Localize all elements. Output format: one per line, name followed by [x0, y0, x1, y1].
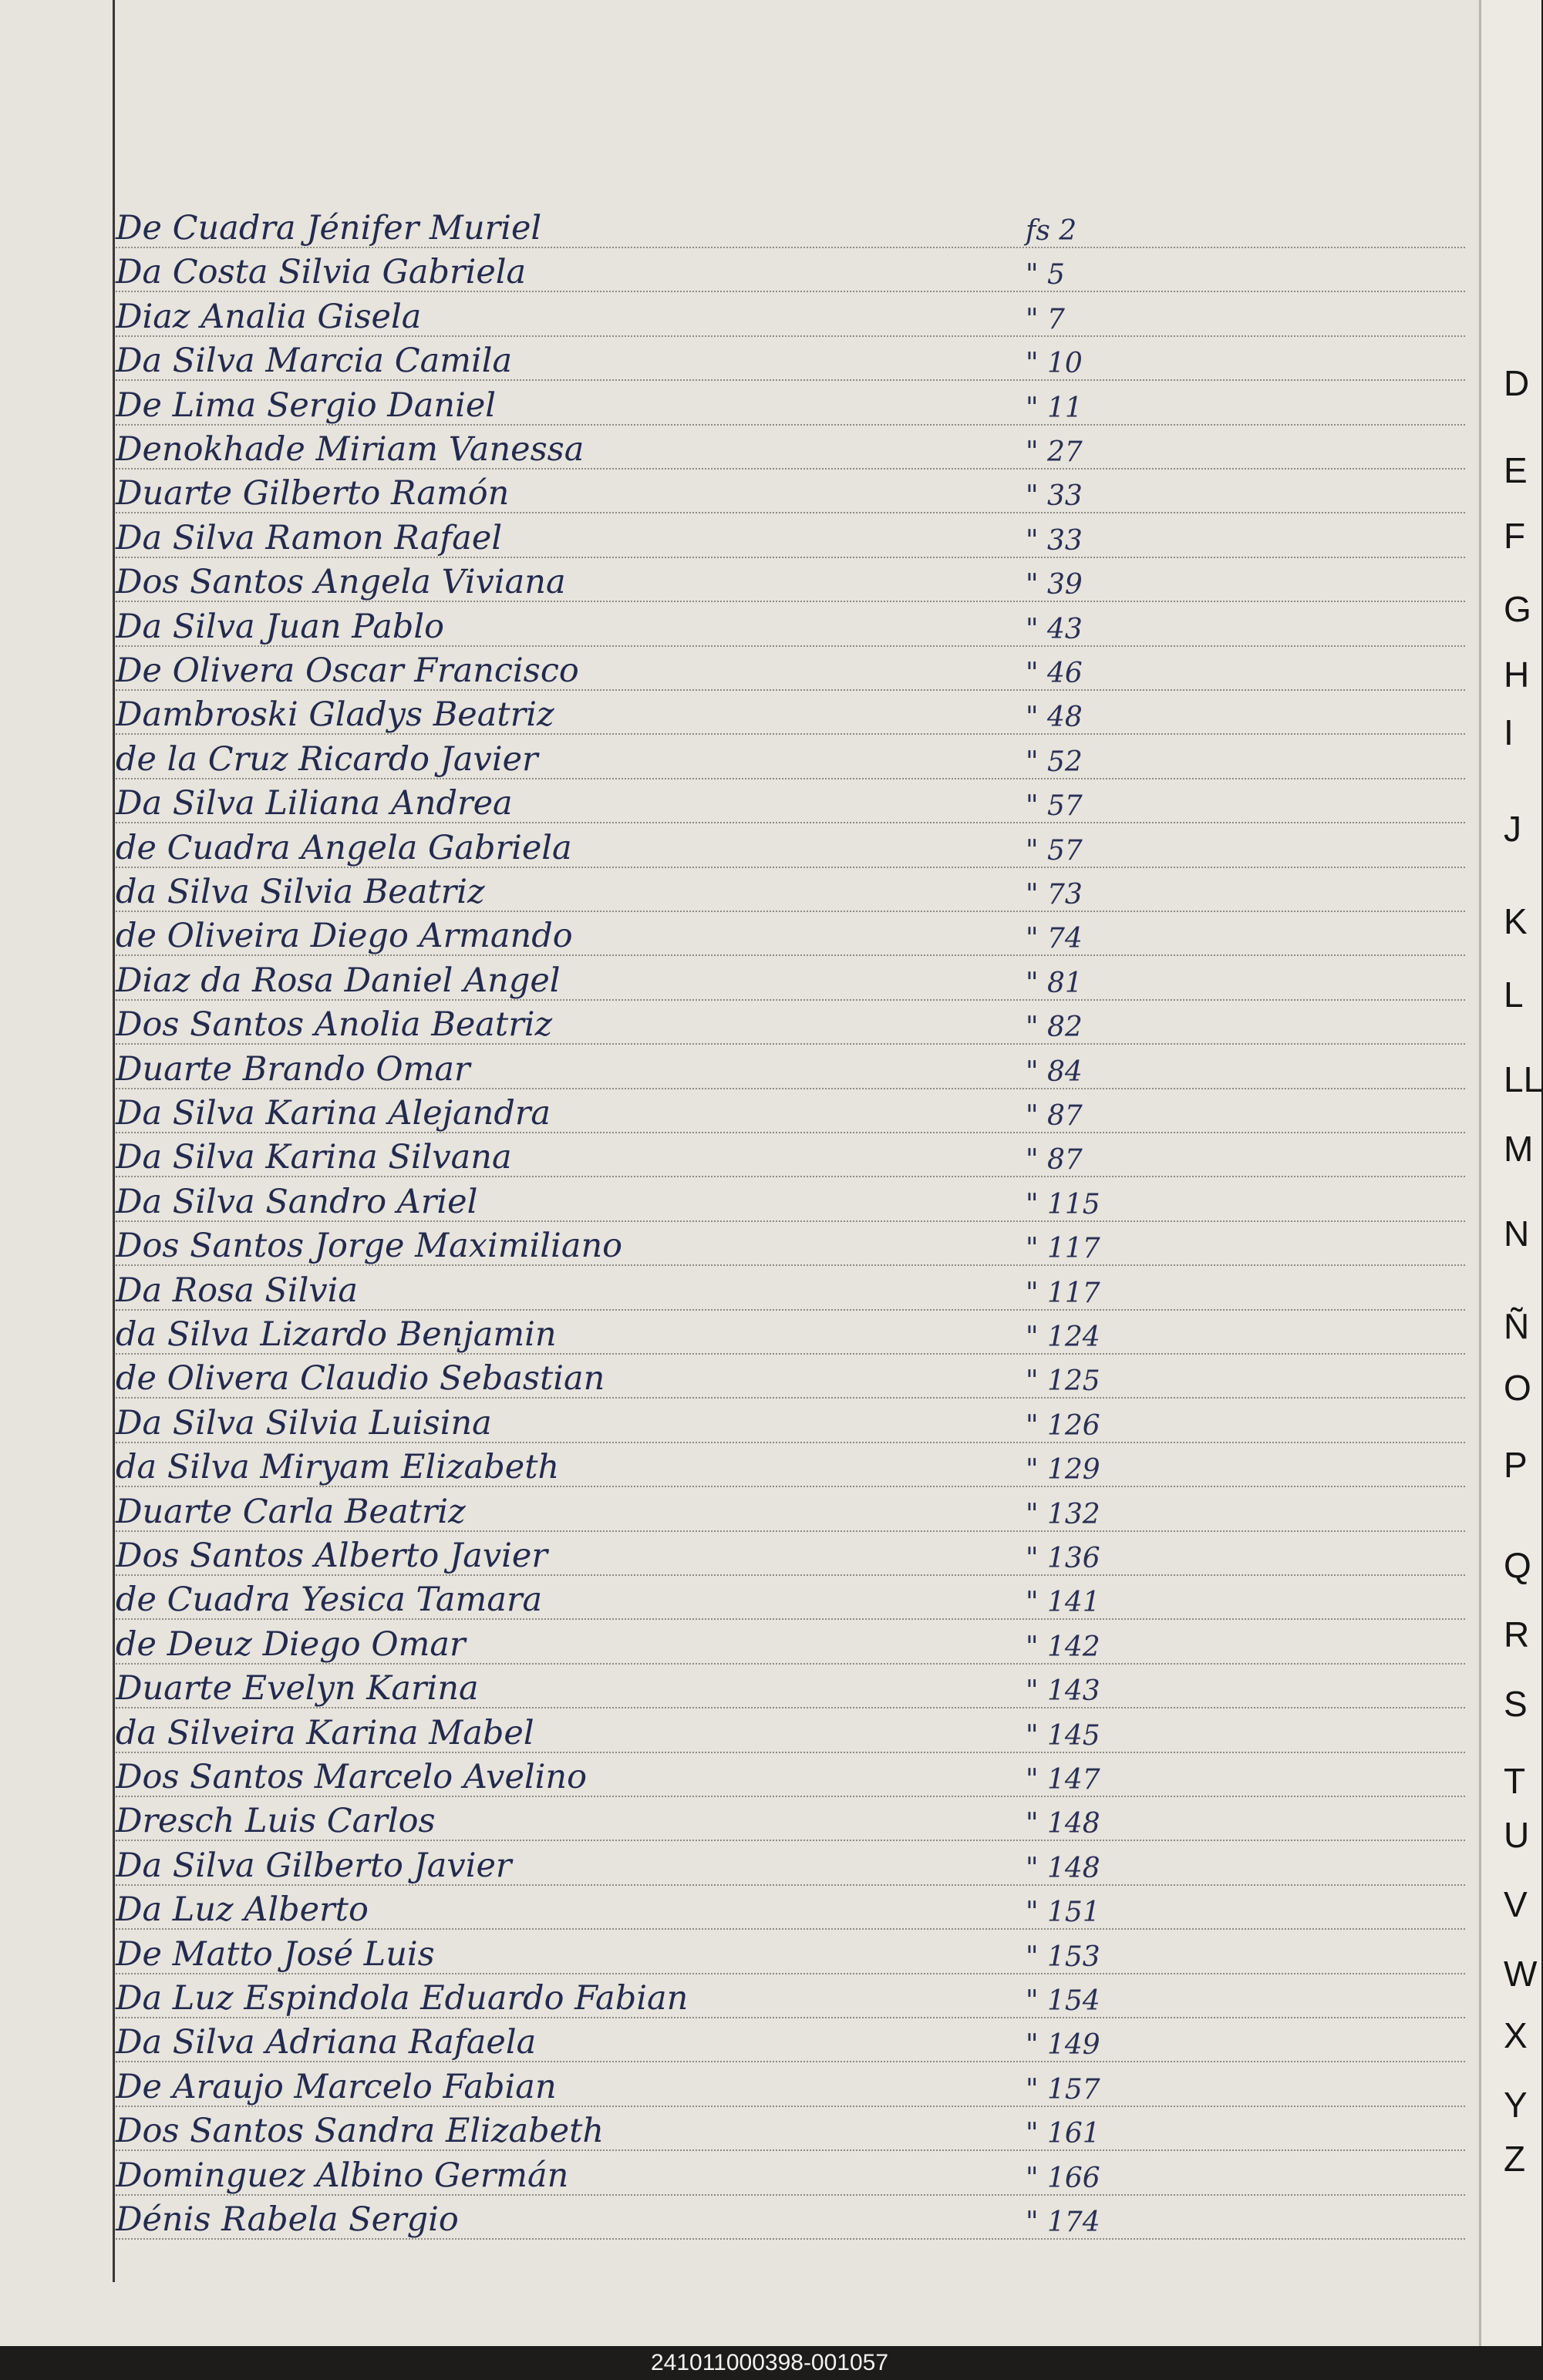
entry-folio: fs 2	[1026, 215, 1077, 247]
entry-name: De Cuadra Jénifer Muriel	[116, 209, 542, 247]
entry-name: Da Silva Juan Pablo	[116, 608, 445, 646]
index-tab-letter[interactable]: Ñ	[1504, 1306, 1530, 1346]
entry-folio: " 157	[1026, 2074, 1100, 2106]
entry-name: Dos Santos Jorge Maximiliano	[116, 1227, 623, 1265]
entry-name: De Araujo Marcelo Fabian	[116, 2068, 557, 2106]
index-tab-letter[interactable]: W	[1504, 1954, 1538, 1994]
entry-name: da Silva Lizardo Benjamin	[116, 1315, 557, 1354]
entry-folio: " 11	[1026, 392, 1083, 424]
index-tab-letter[interactable]: V	[1504, 1884, 1528, 1924]
entry-folio: " 10	[1026, 348, 1083, 379]
entry-name: Denokhade Miriam Vanessa	[116, 430, 585, 469]
entry-folio: " 7	[1026, 304, 1065, 335]
entry-folio: " 57	[1026, 790, 1083, 822]
entry-name: Da Silva Liliana Andrea	[116, 784, 513, 823]
entry-name: Da Luz Espindola Eduardo Fabian	[116, 1979, 689, 2018]
index-tab-letter[interactable]: Z	[1504, 2139, 1526, 2179]
entry-folio: " 117	[1026, 1278, 1100, 1309]
entry-name: Da Silva Gilberto Javier	[116, 1846, 512, 1885]
index-tab-letter[interactable]: M	[1504, 1129, 1534, 1169]
entry-name: Da Silva Marcia Camila	[116, 342, 513, 380]
entry-name: Dos Santos Sandra Elizabeth	[116, 2112, 605, 2150]
entry-folio: " 73	[1026, 879, 1083, 911]
entry-folio: " 132	[1026, 1499, 1100, 1530]
entry-name: Da Silva Ramon Rafael	[116, 519, 503, 557]
entry-name: Dénis Rabela Sergio	[116, 2200, 459, 2239]
entry-folio: " 174	[1026, 2207, 1100, 2238]
entry-name: Da Silva Silvia Luisina	[116, 1404, 492, 1442]
entry-folio: " 143	[1026, 1675, 1100, 1707]
entry-name: Duarte Brando Omar	[116, 1050, 470, 1089]
entry-folio: " 151	[1026, 1897, 1100, 1928]
entry-name: Da Silva Adriana Rafaela	[116, 2023, 537, 2062]
entry-name: Duarte Gilberto Ramón	[116, 474, 510, 513]
entry-name: Da Rosa Silvia	[116, 1271, 359, 1310]
entry-name: Dresch Luis Carlos	[116, 1802, 436, 1840]
entry-folio: " 124	[1026, 1321, 1100, 1353]
index-tab-letter[interactable]: H	[1504, 655, 1530, 695]
entry-folio: " 125	[1026, 1365, 1100, 1397]
entry-name: Dominguez Albino Germán	[116, 2156, 569, 2195]
entry-name: Dambroski Gladys Beatriz	[116, 695, 554, 734]
entry-folio: " 142	[1026, 1631, 1100, 1663]
margin-rule	[113, 0, 115, 2282]
entry-folio: " 136	[1026, 1543, 1100, 1574]
index-tab-letter[interactable]: U	[1504, 1815, 1530, 1855]
index-tab-letter[interactable]: N	[1504, 1214, 1530, 1254]
entry-folio: " 87	[1026, 1144, 1083, 1176]
entry-folio: " 117	[1026, 1233, 1100, 1264]
entry-name: da Silva Miryam Elizabeth	[116, 1448, 560, 1486]
entry-folio: " 5	[1026, 259, 1065, 291]
entry-name: De Lima Sergio Daniel	[116, 386, 497, 425]
entry-name: Da Silva Sandro Ariel	[116, 1183, 478, 1221]
entry-folio: " 46	[1026, 658, 1083, 689]
index-tab-letter[interactable]: L	[1504, 975, 1524, 1015]
entry-name: Diaz Analia Gisela	[116, 298, 422, 336]
entry-name: De Matto José Luis	[116, 1935, 435, 1974]
entry-folio: " 147	[1026, 1764, 1100, 1796]
entry-name: da Silveira Karina Mabel	[116, 1714, 534, 1752]
entry-folio: " 145	[1026, 1720, 1100, 1752]
entry-name: Dos Santos Alberto Javier	[116, 1537, 547, 1575]
index-tab-letter[interactable]: E	[1504, 450, 1528, 490]
entry-folio: " 81	[1026, 968, 1083, 999]
index-tab-letter[interactable]: Q	[1504, 1545, 1531, 1585]
entry-name: De Olivera Oscar Francisco	[116, 651, 579, 690]
index-tab-letter[interactable]: X	[1504, 2015, 1528, 2055]
entry-folio: " 126	[1026, 1410, 1100, 1442]
entry-folio: " 84	[1026, 1056, 1083, 1088]
entry-folio: " 57	[1026, 835, 1083, 867]
entry-folio: " 161	[1026, 2118, 1100, 2149]
index-tab-letter[interactable]: LL	[1504, 1059, 1543, 1099]
index-tab-letter[interactable]: S	[1504, 1684, 1528, 1724]
entry-folio: " 153	[1026, 1941, 1100, 1973]
entry-name: da Silva Silvia Beatriz	[116, 873, 485, 911]
entry-name: Duarte Carla Beatriz	[116, 1493, 466, 1531]
entry-folio: " 48	[1026, 702, 1083, 733]
entry-name: Duarte Evelyn Karina	[116, 1669, 479, 1708]
index-tab-letter[interactable]: R	[1504, 1614, 1530, 1655]
entry-name: de Deuz Diego Omar	[116, 1625, 466, 1664]
entry-name: Da Silva Karina Silvana	[116, 1138, 512, 1177]
entry-folio: " 115	[1026, 1189, 1100, 1220]
index-tab-letter[interactable]: K	[1504, 901, 1528, 941]
entry-name: de Olivera Claudio Sebastian	[116, 1359, 605, 1398]
entry-name: de Cuadra Angela Gabriela	[116, 829, 572, 867]
entry-folio: " 148	[1026, 1808, 1100, 1840]
entry-folio: " 148	[1026, 1853, 1100, 1884]
entry-folio: " 27	[1026, 436, 1083, 468]
entry-name: Dos Santos Angela Viviana	[116, 563, 566, 601]
index-tab-letter[interactable]: O	[1504, 1368, 1531, 1408]
entry-folio: " 43	[1026, 614, 1083, 645]
entry-folio: " 33	[1026, 480, 1083, 512]
index-tab-letter[interactable]: J	[1504, 809, 1521, 849]
entry-name: de la Cruz Ricardo Javier	[116, 740, 538, 779]
entry-folio: " 82	[1026, 1012, 1083, 1043]
index-tab-letter[interactable]: I	[1504, 712, 1514, 752]
entry-name: de Cuadra Yesica Tamara	[116, 1580, 543, 1619]
index-tab-letter[interactable]: P	[1504, 1445, 1528, 1485]
entry-folio: " 74	[1026, 923, 1083, 954]
entry-folio: " 52	[1026, 746, 1083, 778]
entry-folio: " 154	[1026, 1985, 1100, 2017]
entry-name: Diaz da Rosa Daniel Angel	[116, 961, 561, 1000]
index-tab-letter[interactable]: D	[1504, 363, 1530, 403]
index-tab-letter[interactable]: F	[1504, 516, 1526, 556]
entry-name: Da Silva Karina Alejandra	[116, 1094, 551, 1133]
entry-folio: " 87	[1026, 1100, 1083, 1132]
entry-folio: " 39	[1026, 569, 1083, 601]
entry-name: Dos Santos Anolia Beatriz	[116, 1005, 553, 1044]
entry-name: de Oliveira Diego Armando	[116, 917, 573, 955]
entry-folio: " 33	[1026, 525, 1083, 557]
image-caption: 241011000398-001057	[650, 2350, 889, 2375]
entry-name: Da Costa Silvia Gabriela	[116, 253, 527, 291]
entry-folio: " 166	[1026, 2163, 1100, 2194]
entry-name: Dos Santos Marcelo Avelino	[116, 1758, 587, 1796]
entry-folio: " 129	[1026, 1454, 1100, 1486]
entry-folio: " 149	[1026, 2029, 1100, 2061]
entry-folio: " 141	[1026, 1587, 1100, 1618]
index-tab-letter[interactable]: Y	[1504, 2085, 1528, 2125]
index-tab-letter[interactable]: T	[1504, 1761, 1526, 1801]
index-tab-letter[interactable]: G	[1504, 589, 1531, 629]
entry-name: Da Luz Alberto	[116, 1890, 369, 1929]
